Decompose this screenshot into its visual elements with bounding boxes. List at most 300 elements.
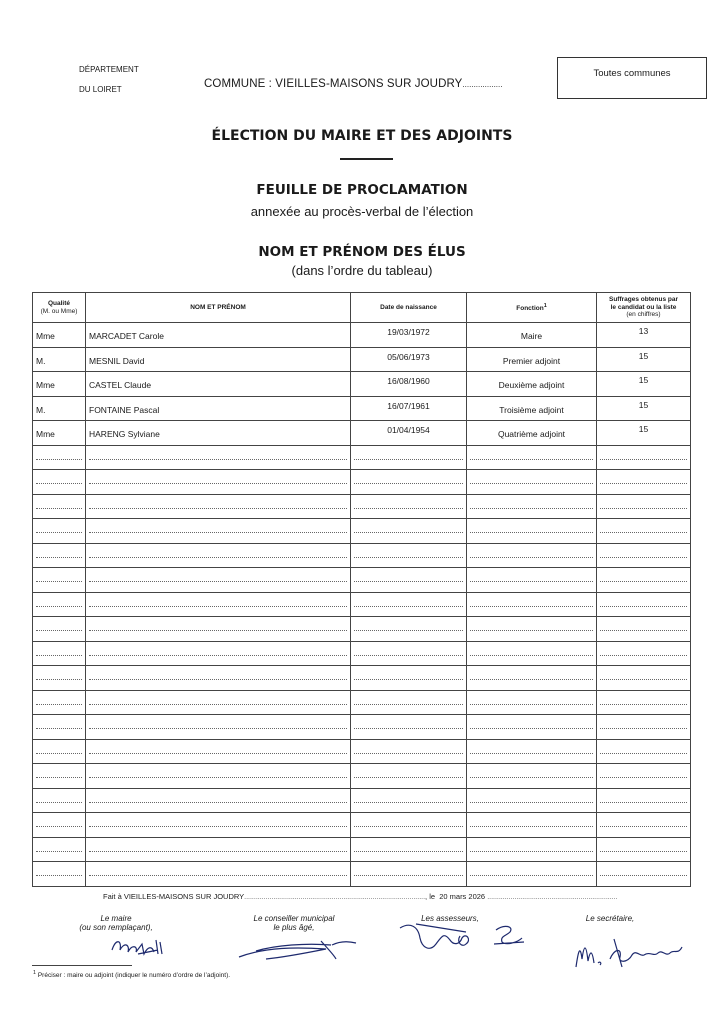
dotted-fill-line [470, 727, 593, 729]
empty-cell [33, 568, 86, 593]
cell-suffrages-value: 15 [638, 375, 649, 385]
empty-cell [351, 445, 467, 470]
fait-line [103, 892, 618, 901]
sheet-subtitle: annexée au procès-verbal de l’élection [250, 204, 474, 219]
conseiller-label-2: le plus âgé, [273, 923, 315, 932]
footnote [33, 970, 230, 979]
empty-cell [86, 519, 351, 544]
dotted-fill-line [354, 850, 463, 852]
cell-qualite [33, 396, 86, 421]
cell-date-value: 01/04/1954 [387, 425, 430, 435]
dotted-fill-line [89, 703, 347, 705]
empty-cell [597, 739, 691, 764]
dotted-fill-line [89, 727, 347, 729]
empty-cell [597, 543, 691, 568]
cell-suffrages-value: 15 [638, 399, 649, 410]
empty-cell [597, 813, 691, 838]
empty-cell [33, 788, 86, 813]
empty-cell [86, 543, 351, 568]
empty-cell [467, 445, 597, 470]
empty-cell [351, 715, 467, 740]
empty-cell [33, 690, 86, 715]
dotted-fill-line [470, 874, 593, 876]
dotted-fill-line [354, 580, 463, 582]
table-row [33, 421, 691, 446]
dotted-fill-line [89, 752, 347, 754]
dotted-fill-line [354, 458, 463, 460]
empty-cell [33, 813, 86, 838]
commune-dots: .................. [462, 80, 503, 89]
table-row [33, 396, 691, 421]
dotted-fill-line [36, 629, 82, 631]
cell-date [351, 347, 467, 372]
empty-cell [33, 739, 86, 764]
dotted-fill-line [89, 776, 347, 778]
dotted-fill-line [354, 556, 463, 558]
dotted-fill-line [89, 556, 347, 558]
cell-date-value: 19/03/1972 [387, 327, 430, 337]
dotted-fill-line [36, 458, 82, 460]
empty-cell [597, 666, 691, 691]
dotted-fill-line [470, 629, 593, 631]
empty-cell [351, 813, 467, 838]
empty-cell [86, 666, 351, 691]
cell-fonction [467, 396, 597, 421]
empty-cell [467, 543, 597, 568]
dotted-fill-line [470, 482, 593, 484]
dotted-fill-line [354, 507, 463, 509]
empty-cell [467, 813, 597, 838]
empty-cell [351, 519, 467, 544]
dotted-fill-line [470, 752, 593, 754]
secretaire-signature [570, 933, 695, 973]
dotted-fill-line [354, 678, 463, 680]
empty-cell [33, 715, 86, 740]
cell-nom [86, 396, 351, 421]
dotted-fill-line [600, 874, 687, 876]
dotted-fill-line [36, 703, 82, 705]
dotted-fill-line [600, 605, 687, 607]
empty-cell [351, 739, 467, 764]
empty-cell [33, 764, 86, 789]
header-suffrages-line1: Suffrages obtenus par [609, 296, 678, 304]
empty-cell [86, 592, 351, 617]
cell-suffrages-value: 15 [638, 350, 649, 361]
empty-cell [597, 519, 691, 544]
table-row [33, 372, 691, 397]
dotted-fill-line [600, 752, 687, 754]
dotted-fill-line [36, 556, 82, 558]
dotted-fill-line [89, 678, 347, 680]
empty-cell [33, 519, 86, 544]
cell-suffrages [597, 323, 691, 348]
empty-cell [597, 641, 691, 666]
commune-line [204, 78, 502, 90]
empty-cell [33, 641, 86, 666]
dotted-fill-line [354, 654, 463, 656]
cell-fonction-value: Premier adjoint [502, 355, 561, 366]
header-date: Date de naissance [351, 293, 467, 323]
empty-cell [33, 837, 86, 862]
empty-cell [351, 764, 467, 789]
departement-name: DU LOIRET [79, 85, 122, 94]
empty-cell [467, 764, 597, 789]
dotted-fill-line [36, 874, 82, 876]
empty-cell [467, 715, 597, 740]
dotted-fill-line [600, 531, 687, 533]
conseiller-label-1: Le conseiller municipal [253, 914, 335, 923]
cell-nom-value: FONTAINE Pascal [89, 404, 160, 415]
empty-cell [86, 862, 351, 887]
empty-cell [351, 543, 467, 568]
cell-suffrages [597, 372, 691, 397]
sheet-title: FEUILLE DE PROCLAMATION [256, 182, 468, 198]
footnote-rule [32, 965, 132, 966]
empty-cell [33, 543, 86, 568]
empty-cell [86, 617, 351, 642]
dotted-fill-line [354, 776, 463, 778]
empty-cell [351, 568, 467, 593]
fait-a: Fait à VIEILLES-MAISONS SUR JOUDRY [103, 892, 245, 901]
cell-qualite [33, 372, 86, 397]
dotted-fill-line [36, 801, 82, 803]
dotted-fill-line [89, 580, 347, 582]
table-row-empty [33, 617, 691, 642]
empty-cell [467, 641, 597, 666]
table-row-empty [33, 666, 691, 691]
empty-cell [597, 592, 691, 617]
empty-cell [86, 837, 351, 862]
secretaire-label: Le secrétaire, [585, 914, 635, 923]
dotted-fill-line [600, 703, 687, 705]
table-row-empty [33, 739, 691, 764]
fait-date: 20 mars 2026 [439, 892, 486, 901]
empty-cell [597, 690, 691, 715]
dotted-fill-line [470, 776, 593, 778]
table-row-empty [33, 641, 691, 666]
dotted-fill-line [36, 654, 82, 656]
empty-cell [467, 739, 597, 764]
dotted-fill-line [470, 531, 593, 533]
empty-cell [86, 788, 351, 813]
dotted-fill-line [89, 801, 347, 803]
header-nom: NOM ET PRÉNOM [86, 293, 351, 323]
dotted-fill-line [89, 605, 347, 607]
fait-date-leader: ................................................................... [487, 894, 618, 901]
empty-cell [467, 617, 597, 642]
dotted-fill-line [470, 605, 593, 607]
empty-cell [597, 764, 691, 789]
cell-fonction-value: Quatrième adjoint [497, 429, 566, 439]
dotted-fill-line [89, 507, 347, 509]
cell-qualite-value: Mme [36, 429, 55, 439]
dotted-fill-line [354, 727, 463, 729]
cell-fonction [467, 347, 597, 372]
empty-cell [351, 641, 467, 666]
dotted-fill-line [470, 825, 593, 827]
table-row-empty [33, 445, 691, 470]
cell-nom [86, 372, 351, 397]
cell-fonction-value: Troisième adjoint [499, 404, 564, 415]
fait-le: , le [425, 892, 436, 901]
empty-cell [597, 617, 691, 642]
table-row-empty [33, 837, 691, 862]
dotted-fill-line [470, 801, 593, 803]
empty-cell [467, 519, 597, 544]
cell-date [351, 323, 467, 348]
empty-cell [33, 862, 86, 887]
dotted-fill-line [470, 703, 593, 705]
dotted-fill-line [470, 458, 593, 460]
dotted-fill-line [600, 776, 687, 778]
dotted-fill-line [89, 482, 347, 484]
table-row-empty [33, 568, 691, 593]
header-fonction [467, 293, 597, 323]
empty-cell [351, 666, 467, 691]
cell-fonction-value: Maire [520, 331, 543, 341]
empty-cell [86, 568, 351, 593]
dotted-fill-line [600, 678, 687, 680]
table-header-row [33, 293, 691, 323]
dotted-fill-line [470, 507, 593, 509]
scope-box [557, 57, 707, 99]
cell-nom [86, 323, 351, 348]
dotted-fill-line [470, 580, 593, 582]
fait-leader: ............................................................................................. [244, 894, 426, 901]
maire-label-1: Le maire [100, 914, 132, 923]
cell-qualite-value: Mme [36, 380, 55, 390]
dotted-fill-line [89, 531, 347, 533]
scope-box-label: Toutes communes [593, 68, 671, 79]
empty-cell [467, 494, 597, 519]
empty-cell [33, 494, 86, 519]
table-row [33, 347, 691, 372]
empty-cell [467, 690, 597, 715]
dotted-fill-line [600, 580, 687, 582]
cell-date [351, 372, 467, 397]
dotted-fill-line [600, 654, 687, 656]
dotted-fill-line [600, 850, 687, 852]
empty-cell [597, 788, 691, 813]
empty-cell [597, 862, 691, 887]
empty-cell [597, 568, 691, 593]
dotted-fill-line [354, 874, 463, 876]
empty-cell [33, 592, 86, 617]
dotted-fill-line [36, 605, 82, 607]
header-suffrages-line3: (en chiffres) [626, 311, 661, 319]
departement-label: DÉPARTEMENT [79, 65, 139, 74]
table-row-empty [33, 470, 691, 495]
cell-qualite-value: Mme [36, 331, 55, 341]
empty-cell [351, 592, 467, 617]
dotted-fill-line [89, 458, 347, 460]
maire-signature [108, 932, 168, 962]
empty-cell [86, 641, 351, 666]
table-row-empty [33, 788, 691, 813]
table-row [33, 323, 691, 348]
cell-date-value: 05/06/1973 [387, 351, 430, 362]
dotted-fill-line [36, 678, 82, 680]
empty-cell [33, 445, 86, 470]
dotted-fill-line [600, 458, 687, 460]
empty-cell [33, 666, 86, 691]
footnote-mark: 1 [33, 970, 37, 976]
empty-cell [351, 617, 467, 642]
table-row-empty [33, 543, 691, 568]
header-fonction-label: Fonction [516, 304, 544, 312]
dotted-fill-line [600, 629, 687, 631]
empty-cell [33, 617, 86, 642]
empty-cell [86, 494, 351, 519]
assesseurs-label: Les assesseurs, [421, 914, 479, 923]
title-divider [340, 158, 393, 160]
table-row-empty [33, 592, 691, 617]
empty-cell [351, 788, 467, 813]
dotted-fill-line [89, 825, 347, 827]
cell-date-value: 16/08/1960 [387, 376, 430, 386]
empty-cell [86, 470, 351, 495]
header-suffrages-line2: le candidat ou la liste [610, 303, 677, 311]
names-subtitle: (dans l’ordre du tableau) [291, 263, 433, 278]
empty-cell [467, 788, 597, 813]
table-row-empty [33, 690, 691, 715]
dotted-fill-line [36, 727, 82, 729]
dotted-fill-line [36, 580, 82, 582]
cell-nom [86, 421, 351, 446]
dotted-fill-line [36, 507, 82, 509]
dotted-fill-line [354, 801, 463, 803]
table-row-empty [33, 494, 691, 519]
dotted-fill-line [470, 850, 593, 852]
maire-label-2: (ou son remplaçant), [79, 923, 153, 932]
dotted-fill-line [600, 556, 687, 558]
cell-nom-value: MESNIL David [89, 355, 145, 366]
cell-suffrages-value: 15 [638, 424, 649, 434]
empty-cell [351, 494, 467, 519]
dotted-fill-line [470, 556, 593, 558]
empty-cell [86, 764, 351, 789]
table-row-empty [33, 519, 691, 544]
table-row-empty [33, 862, 691, 887]
empty-cell [86, 739, 351, 764]
cell-date-value: 16/07/1961 [387, 400, 430, 411]
maire-label [66, 914, 166, 932]
dotted-fill-line [470, 654, 593, 656]
cell-qualite-value: M. [36, 404, 46, 415]
cell-qualite [33, 323, 86, 348]
empty-cell [597, 470, 691, 495]
cell-nom-value: MARCADET Carole [89, 331, 164, 341]
dotted-fill-line [36, 752, 82, 754]
elus-table [32, 292, 691, 887]
dotted-fill-line [89, 654, 347, 656]
cell-fonction [467, 323, 597, 348]
dotted-fill-line [600, 482, 687, 484]
dotted-fill-line [354, 752, 463, 754]
dotted-fill-line [36, 825, 82, 827]
empty-cell [597, 837, 691, 862]
cell-date [351, 396, 467, 421]
table-row-empty [33, 813, 691, 838]
main-title: ÉLECTION DU MAIRE ET DES ADJOINTS [211, 128, 513, 144]
empty-cell [467, 666, 597, 691]
dotted-fill-line [36, 482, 82, 484]
cell-suffrages [597, 421, 691, 446]
dotted-fill-line [89, 850, 347, 852]
names-title: NOM ET PRÉNOM DES ÉLUS [258, 244, 466, 260]
header-qualite-label: Qualité [47, 300, 71, 307]
dotted-fill-line [89, 629, 347, 631]
header-qualite [33, 293, 86, 323]
empty-cell [351, 690, 467, 715]
empty-cell [33, 470, 86, 495]
dotted-fill-line [600, 507, 687, 509]
header-fonction-footnote-mark: 1 [543, 302, 547, 309]
table-row-empty [33, 715, 691, 740]
cell-qualite-value: M. [36, 355, 46, 366]
dotted-fill-line [470, 678, 593, 680]
conseiller-label [229, 914, 359, 932]
empty-cell [597, 445, 691, 470]
dotted-fill-line [89, 874, 347, 876]
empty-cell [467, 568, 597, 593]
empty-cell [351, 862, 467, 887]
conseiller-signature [236, 935, 361, 965]
header-qualite-sub: (M. ou Mme) [40, 307, 78, 315]
cell-suffrages [597, 347, 691, 372]
dotted-fill-line [354, 531, 463, 533]
dotted-fill-line [354, 605, 463, 607]
cell-fonction-value: Deuxième adjoint [498, 380, 565, 390]
dotted-fill-line [36, 850, 82, 852]
cell-suffrages-value: 13 [638, 326, 649, 336]
empty-cell [86, 445, 351, 470]
cell-fonction [467, 421, 597, 446]
dotted-fill-line [600, 801, 687, 803]
dotted-fill-line [36, 776, 82, 778]
dotted-fill-line [600, 825, 687, 827]
assesseurs-signature [396, 918, 536, 960]
empty-cell [86, 690, 351, 715]
commune-label: COMMUNE : VIEILLES-MAISONS SUR JOUDRY [204, 78, 463, 90]
header-suffrages [597, 293, 691, 323]
empty-cell [467, 470, 597, 495]
dotted-fill-line [354, 482, 463, 484]
table-row-empty [33, 764, 691, 789]
cell-nom-value: HARENG Sylviane [89, 429, 160, 439]
cell-date [351, 421, 467, 446]
empty-cell [86, 715, 351, 740]
cell-nom-value: CASTEL Claude [89, 380, 152, 390]
empty-cell [467, 837, 597, 862]
empty-cell [597, 715, 691, 740]
empty-cell [351, 837, 467, 862]
empty-cell [467, 592, 597, 617]
empty-cell [86, 813, 351, 838]
empty-cell [597, 494, 691, 519]
cell-qualite [33, 421, 86, 446]
dotted-fill-line [354, 629, 463, 631]
dotted-fill-line [36, 531, 82, 533]
cell-suffrages [597, 396, 691, 421]
empty-cell [467, 862, 597, 887]
cell-fonction [467, 372, 597, 397]
dotted-fill-line [354, 703, 463, 705]
empty-cell [351, 470, 467, 495]
cell-qualite [33, 347, 86, 372]
dotted-fill-line [354, 825, 463, 827]
footnote-text: Préciser : maire ou adjoint (indiquer le numéro d’ordre de l’adjoint). [37, 972, 231, 980]
